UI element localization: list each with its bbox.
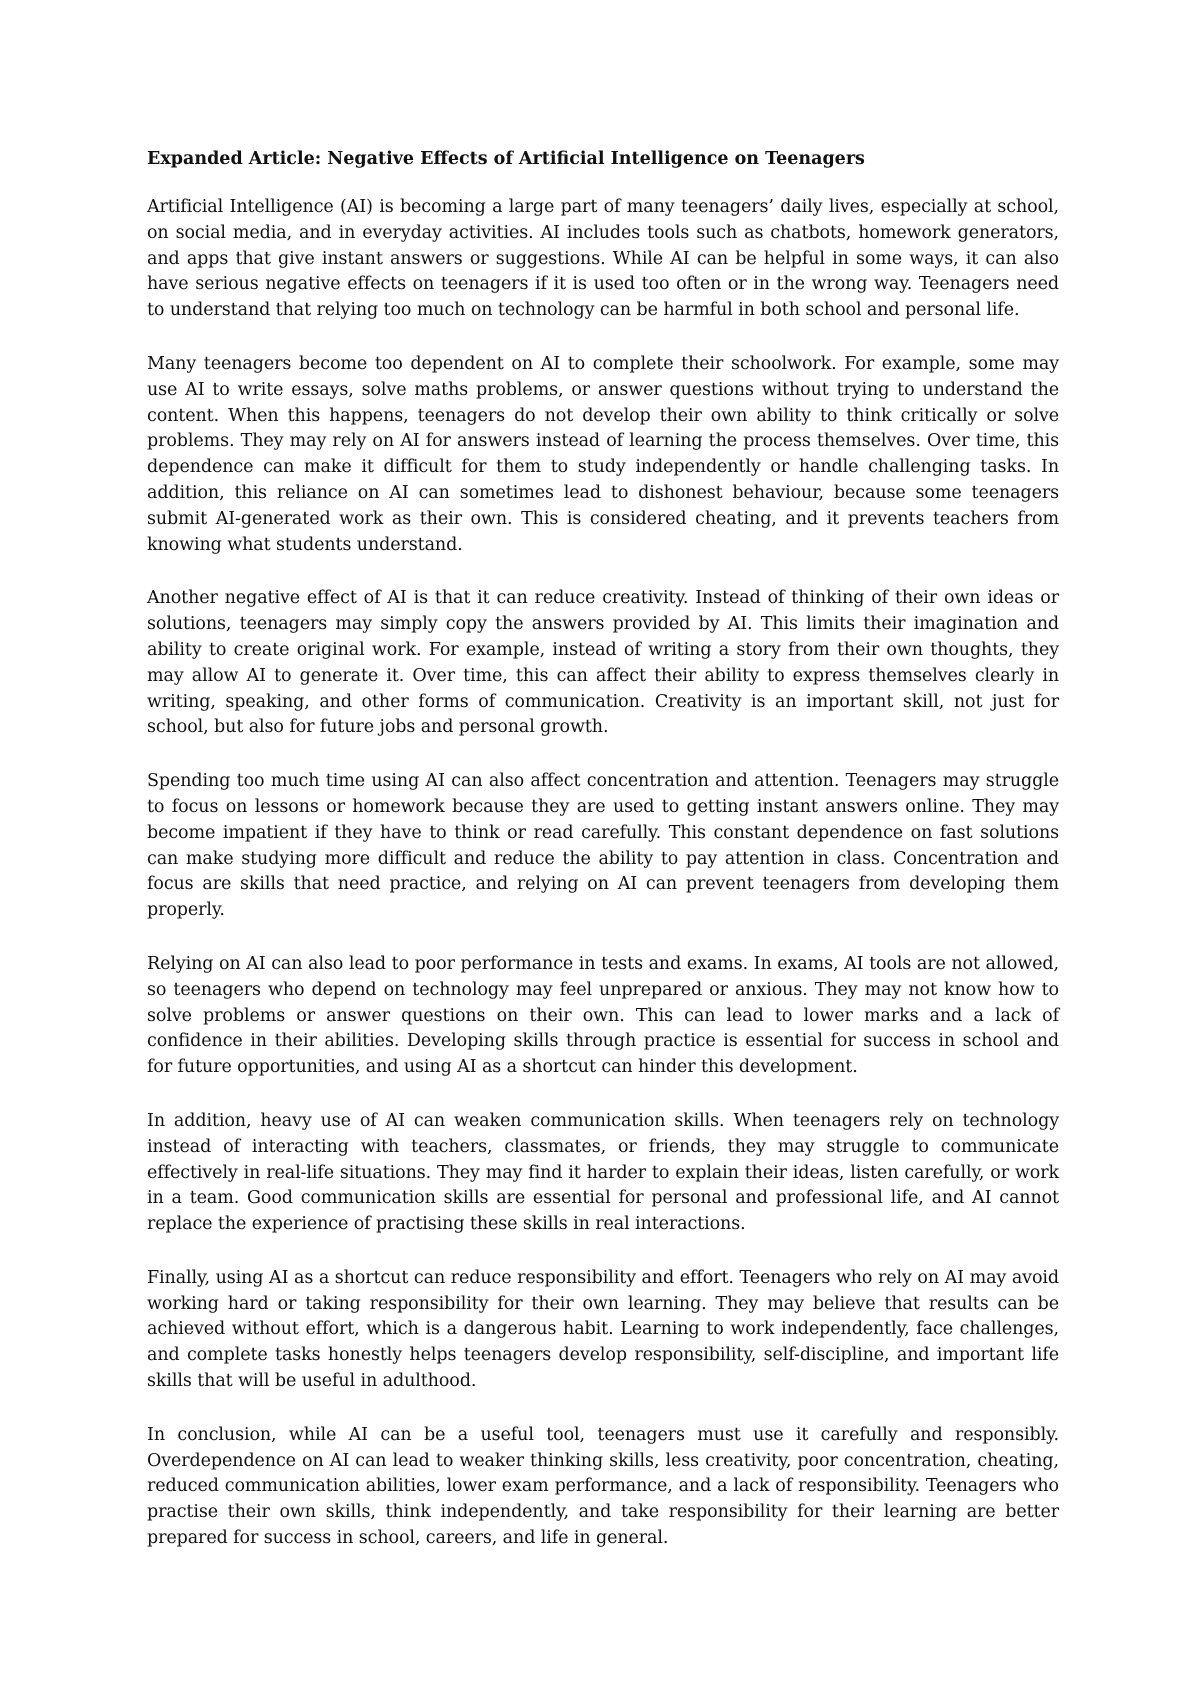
paragraph-communication: In addition, heavy use of AI can weaken communication skills. When teenagers rely on technology instead of interacting with teachers, classmates, or friends, they may struggle to communicate effectively in real-life situations. They may find it harder to explain their ideas, listen carefully, or work in a team. Good communication skills are essential for personal and professional life, and AI cannot replace the experience of practising these skills in real interactions. (147, 1110, 1059, 1235)
paragraph-creativity: Another negative effect of AI is that it can reduce creativity. Instead of thinking of their own ideas or solutions, teenagers may simply copy the answers provided by AI. This limits their imagination and ability to create original work. For example, instead of writing a story from their own thoughts, they may allow AI to generate it. Over time, this can affect their ability to express themselves clearly in writing, speaking, and other forms of communication. Creativity is an important skill, not just for school, but also for future jobs and personal growth. (147, 588, 1059, 738)
paragraph-dependence: Many teenagers become too dependent on AI to complete their schoolwork. For example, some may use AI to write essays, solve maths problems, or answer questions without trying to understand the content. When this happens, teenagers do not develop their own ability to think critically or solve problems. They may rely on AI for answers instead of learning the process themselves. Over time, this dependence can make it difficult for them to study independently or handle challenging tasks. In addition, this reliance on AI can sometimes lead to dishonest behaviour, because some teenagers submit AI-generated work as their own. This is considered cheating, and it prevents teachers from knowing what students understand. (147, 353, 1059, 555)
paragraph-exams: Relying on AI can also lead to poor performance in tests and exams. In exams, AI tools are not allowed, so teenagers who depend on technology may feel unprepared or anxious. They may not know how to solve problems or answer questions on their own. This can lead to lower marks and a lack of confidence in their abilities. Developing skills through practice is essential for success in school and for future opportunities, and using AI as a shortcut can hinder this development. (147, 953, 1059, 1078)
paragraph-introduction: Artificial Intelligence (AI) is becoming a large part of many teenagers’ daily lives, especially at school, on social media, and in everyday activities. AI includes tools such as chatbots, homework generators, and apps that give instant answers or suggestions. While AI can be helpful in some ways, it can also have serious negative effects on teenagers if it is used too often or in the wrong way. Teenagers need to understand that relying too much on technology can be harmful in both school and personal life. (147, 197, 1059, 321)
paragraph-concentration: Spending too much time using AI can also affect concentration and attention. Teenagers may struggle to focus on lessons or homework because they are used to getting instant answers online. They may become impatient if they have to think or read carefully. This constant dependence on fast solutions can make studying more difficult and reduce the ability to pay attention in class. Concentration and focus are skills that need practice, and relying on AI can prevent teenagers from developing them properly. (147, 771, 1059, 921)
document-title: Expanded Article: Negative Effects of Artificial Intelligence on Teenagers (147, 149, 865, 169)
paragraph-conclusion: In conclusion, while AI can be a useful tool, teenagers must use it carefully and responsibly. Overdependence on AI can lead to weaker thinking skills, less creativity, poor concentration, cheating, reduced communication abilities, lower exam performance, and a lack of responsibility. Teenagers who practise their own skills, think independently, and take responsibility for their learning are better prepared for success in school, careers, and life in general. (147, 1424, 1059, 1549)
paragraph-responsibility: Finally, using AI as a shortcut can reduce responsibility and effort. Teenagers who rely on AI may avoid working hard or taking responsibility for their own learning. They may believe that results can be achieved without effort, which is a dangerous habit. Learning to work independently, face challenges, and complete tasks honestly helps teenagers develop responsibility, self-discipline, and important life skills that will be useful in adulthood. (147, 1267, 1059, 1392)
